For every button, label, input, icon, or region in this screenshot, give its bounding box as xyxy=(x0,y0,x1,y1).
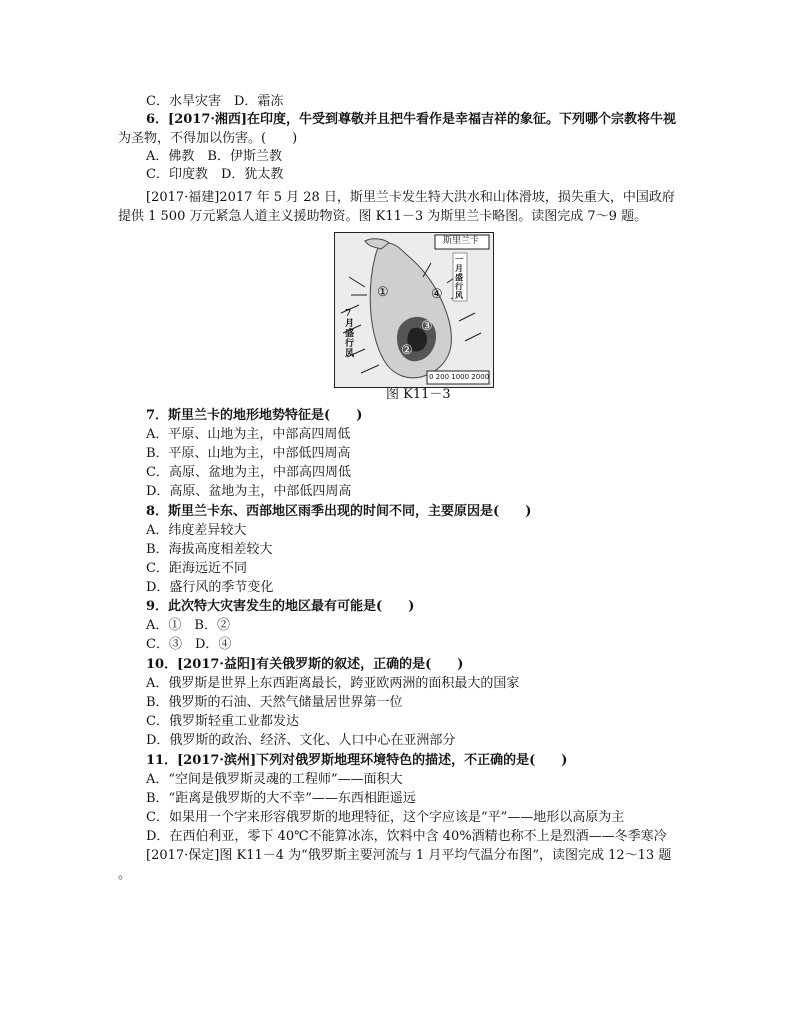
intro-line: [2017·保定]图 K11－4 为“俄罗斯主要河流与 1 月平均气温分布图”，读图完成 12～13 题 xyxy=(146,848,672,863)
option-line: D．高原、盆地为主，中部低四周高 xyxy=(146,484,352,499)
option-line: D．在西伯利亚，零下 40℃不能算冰冻，饮料中含 40%酒精也称不上是烈酒——冬季寒冷 xyxy=(146,829,667,844)
option-line: D．俄罗斯的政治、经济、文化、人口中心在亚洲部分 xyxy=(146,733,456,748)
map-drawing xyxy=(335,233,493,387)
marker-2: ② xyxy=(401,343,413,358)
question-6 xyxy=(146,111,676,129)
question-9: 9．此次特大灾害发生的地区最有可能是( ) xyxy=(146,599,415,614)
option-line: C．距海远近不同 xyxy=(146,561,247,576)
option-line: B．海拔高度相差较大 xyxy=(146,542,273,557)
intro-line: 提供 1 500 万元紧急人道主义援助物资。图 K11－3 为斯里兰卡略图。读图完成 7～9 题。 xyxy=(118,209,648,224)
marker-3: ③ xyxy=(421,319,433,334)
southwest-monsoon-label: 7月盛行风 xyxy=(345,309,355,359)
option-line: B．“距离是俄罗斯的大不幸”——东西相距遥远 xyxy=(146,791,416,806)
option-line: C．如果用一个字来形容俄罗斯的地理特征，这个字应该是“平”——地形以高原为主 xyxy=(146,810,625,825)
option-line: A．纬度差异较大 xyxy=(146,523,247,538)
option-line: B．俄罗斯的石油、天然气储量居世界第一位 xyxy=(146,695,403,710)
text-line: 。 xyxy=(118,867,132,882)
option-line: A．“空间是俄罗斯灵魂的工程师”——面积大 xyxy=(146,772,403,787)
option-line: D．盛行风的季节变化 xyxy=(146,580,274,595)
marker-4: ④ xyxy=(431,287,443,302)
question-8: 8．斯里兰卡东、西部地区雨季出现的时间不同，主要原因是( ) xyxy=(146,504,532,519)
option-line: C．③ D．④ xyxy=(146,637,232,652)
option-line: C．高原、盆地为主，中部高四周低 xyxy=(146,465,351,480)
figure-caption: 图 K11－3 xyxy=(386,387,451,402)
question-11: 11．[2017·滨州]下列对俄罗斯地理环境特色的描述，不正确的是( ) xyxy=(146,753,568,768)
question-text: 6．[2017·湘西]在印度，牛受到尊敬并且把牛看作是幸福吉祥的象征。下列哪个宗教将牛视 xyxy=(146,112,677,127)
scale-text: 0 200 1000 2000 xyxy=(429,373,490,381)
option-line: B．平原、山地为主，中部低四周高 xyxy=(146,446,351,461)
option-line: C．俄罗斯轻重工业都发达 xyxy=(146,714,299,729)
northeast-monsoon-label: 一月盛行风 xyxy=(455,254,463,300)
intro-line: [2017·福建]2017 年 5 月 28 日，斯里兰卡发生特大洪水和山体滑坡，损失重大，中国政府 xyxy=(146,190,675,205)
text-line: C．水旱灾害 D．霜冻 xyxy=(146,94,284,109)
option-line: A．俄罗斯是世界上东西距离最长，跨亚欧两洲的面积最大的国家 xyxy=(146,676,520,691)
option-line: A．平原、山地为主，中部高四周低 xyxy=(146,427,351,442)
option-line: A．① B．② xyxy=(146,618,230,633)
question-7: 7．斯里兰卡的地形地势特征是( ) xyxy=(146,408,363,423)
question-10: 10．[2017·益阳]有关俄罗斯的叙述，正确的是( ) xyxy=(146,657,464,672)
option-line: C．印度教 D．犹太教 xyxy=(146,167,284,182)
marker-1: ① xyxy=(377,285,389,300)
option-line: A．佛教 B．伊斯兰教 xyxy=(146,149,282,164)
text-line: 为圣物，不得加以伤害。( ) xyxy=(118,131,298,146)
legend-title: 斯里兰卡 xyxy=(443,236,480,246)
sri-lanka-map xyxy=(334,232,494,388)
